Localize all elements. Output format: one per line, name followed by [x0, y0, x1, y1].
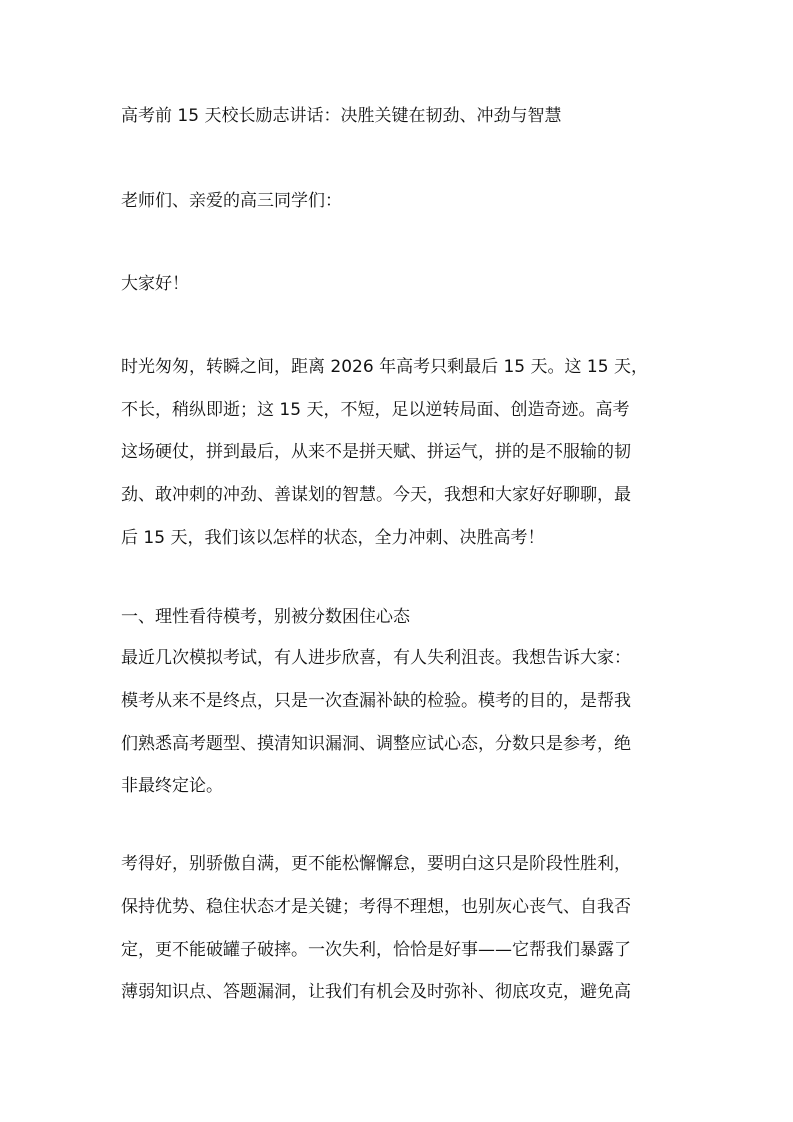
paragraph-line: 保持优势、稳住状态才是关键；考得不理想，也别灰心丧气、自我否 — [121, 897, 631, 917]
paragraph-line: 后 15 天，我们该以怎样的状态，全力冲刺、决胜高考！ — [121, 528, 545, 548]
paragraph-line: 薄弱知识点、答题漏洞，让我们有机会及时弥补、彻底攻克，避免高 — [121, 982, 631, 1002]
salutation-text: 老师们、亲爱的高三同学们： — [121, 191, 342, 211]
section1-paragraph-1 — [121, 650, 681, 810]
greeting-text: 大家好！ — [121, 274, 189, 294]
paragraph-line: 劲、敢冲刺的冲劲、善谋划的智慧。今天，我想和大家好好聊聊，最 — [121, 485, 631, 505]
paragraph-line: 们熟悉高考题型、摸清知识漏洞、调整应试心态，分数只是参考，绝 — [121, 734, 631, 754]
intro-paragraph — [121, 359, 681, 559]
paragraph-line: 不长，稍纵即逝；这 15 天，不短，足以逆转局面、创造奇迹。高考 — [121, 400, 630, 420]
section-heading-text: 一、理性看待模考，别被分数困住心态 — [121, 607, 410, 627]
paragraph-line: 模考从来不是终点，只是一次查漏补缺的检验。模考的目的，是帮我 — [121, 691, 631, 711]
paragraph-line: 这场硬仗，拼到最后，从来不是拼天赋、拼运气，拼的是不服输的韧 — [121, 442, 631, 462]
paragraph-line: 非最终定论。 — [121, 776, 223, 796]
paragraph-line: 考得好，别骄傲自满，更不能松懈懈怠，要明白这只是阶段性胜利， — [121, 854, 631, 874]
paragraph-line: 时光匆匆，转瞬之间，距离 2026 年高考只剩最后 15 天。这 15 天， — [121, 357, 648, 377]
title-text: 高考前 15 天校长励志讲话：决胜关键在韧劲、冲劲与智慧 — [121, 106, 562, 126]
section1-paragraph-2 — [121, 856, 681, 1016]
paragraph-line: 定，更不能破罐子破摔。一次失利，恰恰是好事——它帮我们暴露了 — [121, 940, 631, 960]
paragraph-line: 最近几次模拟考试，有人进步欣喜，有人失利沮丧。我想告诉大家： — [121, 648, 631, 668]
